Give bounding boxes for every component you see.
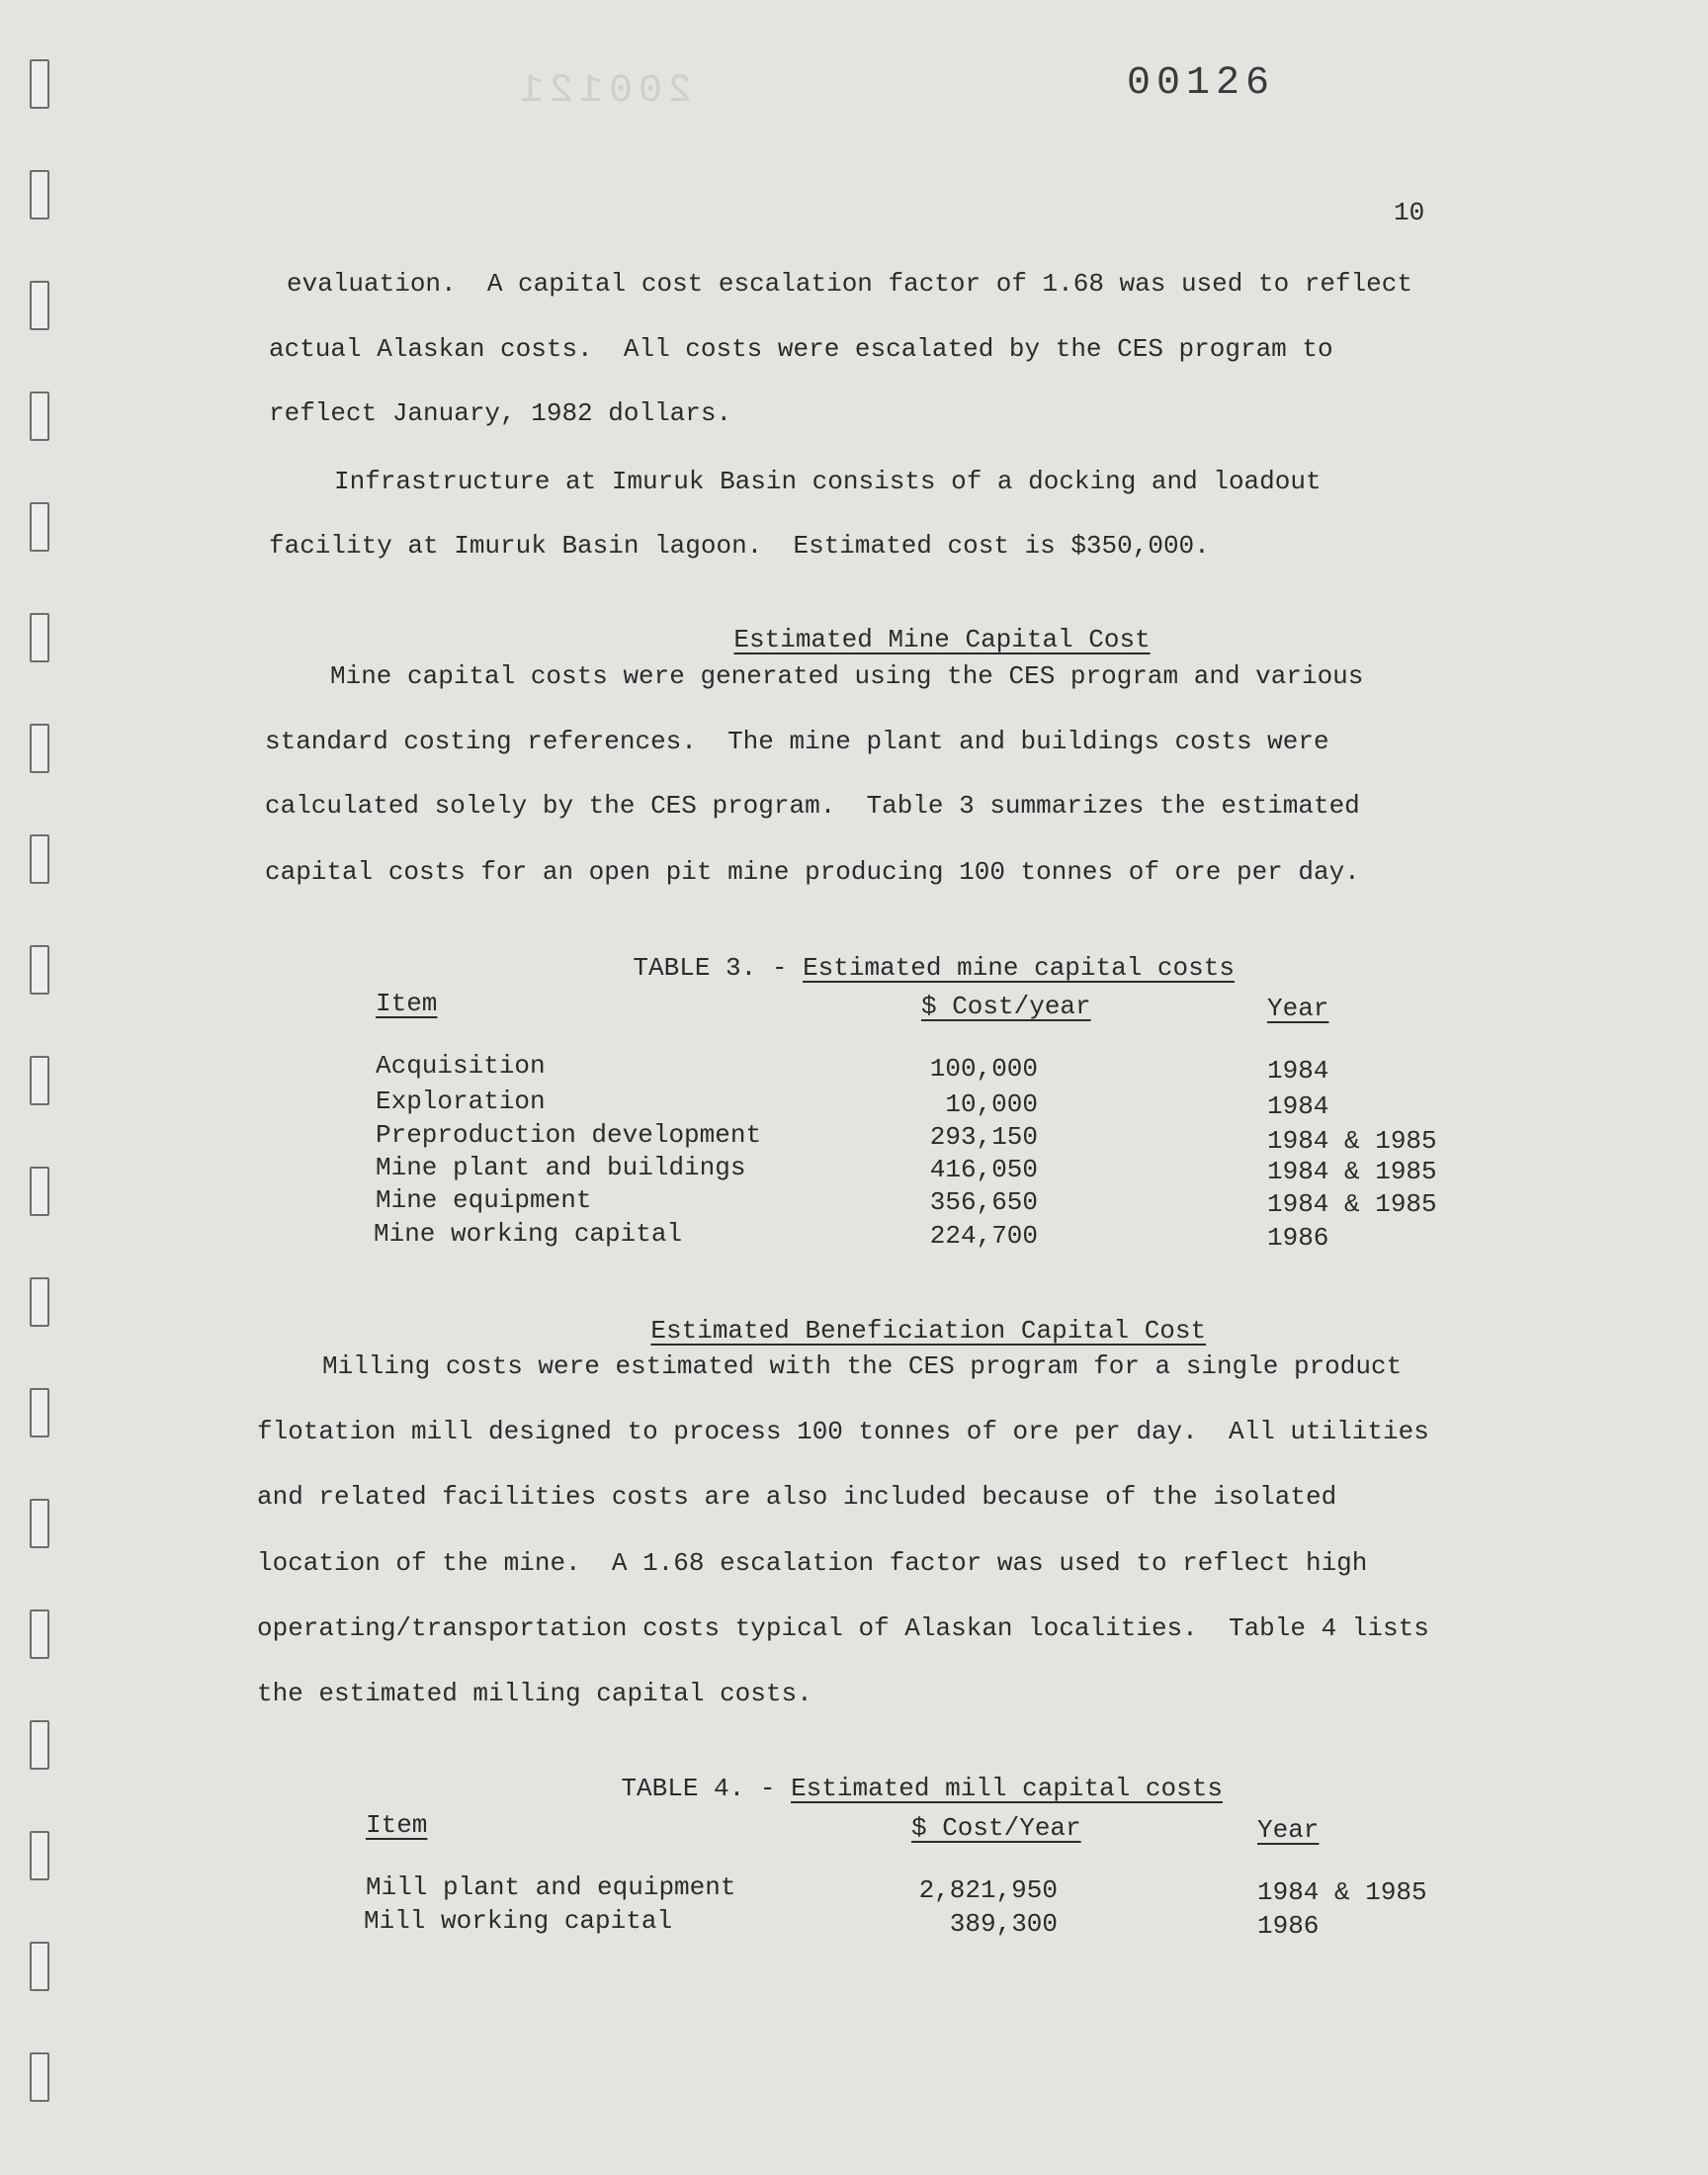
paragraph-line: location of the mine. A 1.68 escalation factor was used to reflect high xyxy=(257,1548,1368,1578)
table-3-title: Estimated mine capital costs xyxy=(803,953,1235,983)
table-cell-year: 1984 xyxy=(1267,1056,1329,1086)
table-cell-cost: 293,150 xyxy=(929,1122,1038,1152)
table-4-label: TABLE 4. - xyxy=(621,1774,792,1803)
table-cell-cost: 389,300 xyxy=(949,1909,1058,1939)
binder-hole xyxy=(30,170,49,219)
paragraph-line: actual Alaskan costs. All costs were escalated by the CES program to xyxy=(269,334,1333,364)
binder-hole xyxy=(30,1831,49,1880)
table-4-header-year: Year xyxy=(1257,1815,1320,1845)
table-cell-item: Mill working capital xyxy=(364,1906,673,1936)
document-number: 00126 xyxy=(1127,61,1276,106)
table-cell-year: 1984 xyxy=(1267,1091,1329,1121)
binder-hole xyxy=(30,1610,49,1659)
table-cell-cost: 2,821,950 xyxy=(918,1875,1058,1905)
paragraph-line: calculated solely by the CES program. Table 3 summarizes the estimated xyxy=(265,791,1360,821)
paragraph-line: the estimated milling capital costs. xyxy=(257,1679,812,1708)
table-cell-item: Acquisition xyxy=(376,1051,546,1081)
binder-hole xyxy=(30,945,49,995)
table-3-header-cost: $ Cost/year xyxy=(921,992,1091,1021)
binder-hole xyxy=(30,1388,49,1437)
table-cell-item: Exploration xyxy=(376,1087,546,1116)
table-4-header-item: Item xyxy=(366,1810,428,1840)
table-cell-year: 1986 xyxy=(1267,1223,1329,1253)
paragraph-line: Infrastructure at Imuruk Basin consists of a docking and loadout xyxy=(334,467,1322,496)
table-3-label: TABLE 3. - xyxy=(633,953,804,983)
table-cell-year: 1984 & 1985 xyxy=(1267,1126,1437,1156)
table-cell-item: Preproduction development xyxy=(376,1120,762,1150)
paragraph-line: evaluation. A capital cost escalation factor of 1.68 was used to reflect xyxy=(287,269,1412,299)
paragraph-line: and related facilities costs are also included because of the isolated xyxy=(257,1482,1337,1512)
binder-hole xyxy=(30,281,49,330)
binder-hole xyxy=(30,834,49,884)
paragraph-line: facility at Imuruk Basin lagoon. Estimated cost is $350,000. xyxy=(269,531,1210,561)
table-cell-cost: 224,700 xyxy=(929,1221,1038,1251)
paragraph-line: flotation mill designed to process 100 tonnes of ore per day. All utilities xyxy=(257,1417,1429,1446)
table-4-caption xyxy=(559,1744,1223,1833)
paragraph-line: standard costing references. The mine plant and buildings costs were xyxy=(265,727,1329,756)
table-cell-item: Mine plant and buildings xyxy=(376,1153,746,1182)
binder-hole xyxy=(30,2052,49,2102)
binder-hole xyxy=(30,1942,49,1991)
table-cell-year: 1986 xyxy=(1257,1911,1320,1941)
binder-hole xyxy=(30,1277,49,1327)
binder-hole xyxy=(30,59,49,109)
paragraph-line: operating/transportation costs typical of Alaskan localities. Table 4 lists xyxy=(257,1613,1429,1643)
table-cell-year: 1984 & 1985 xyxy=(1267,1157,1437,1186)
binder-hole xyxy=(30,613,49,662)
table-cell-cost: 100,000 xyxy=(929,1054,1038,1084)
binder-hole xyxy=(30,1056,49,1105)
heading-text: Estimated Beneficiation Capital Cost xyxy=(650,1316,1207,1346)
paragraph-line: capital costs for an open pit mine producing 100 tonnes of ore per day. xyxy=(265,857,1360,887)
page-number: 10 xyxy=(1394,198,1425,227)
bleed-through-number: 200121 xyxy=(514,69,693,114)
table-cell-cost: 356,650 xyxy=(929,1187,1038,1217)
table-cell-cost: 10,000 xyxy=(945,1089,1038,1119)
binder-hole xyxy=(30,1499,49,1548)
binder-hole xyxy=(30,724,49,773)
paragraph-line: Mine capital costs were generated using the CES program and various xyxy=(330,661,1364,691)
table-cell-item: Mill plant and equipment xyxy=(366,1872,736,1902)
paragraph-line: reflect January, 1982 dollars. xyxy=(269,398,732,428)
binder-hole xyxy=(30,502,49,552)
table-3-header-year: Year xyxy=(1267,994,1329,1023)
table-4-title: Estimated mill capital costs xyxy=(791,1774,1223,1803)
table-4-header-cost: $ Cost/Year xyxy=(911,1813,1081,1843)
table-cell-cost: 416,050 xyxy=(929,1155,1038,1184)
paragraph-line: Milling costs were estimated with the CES program for a single product xyxy=(322,1351,1403,1381)
binder-hole xyxy=(30,392,49,441)
binder-hole xyxy=(30,1720,49,1770)
heading-text: Estimated Mine Capital Cost xyxy=(733,625,1151,654)
binder-hole xyxy=(30,1167,49,1216)
table-cell-year: 1984 & 1985 xyxy=(1267,1189,1437,1219)
table-cell-item: Mine working capital xyxy=(374,1219,683,1249)
table-3-caption xyxy=(571,923,1235,1012)
table-cell-year: 1984 & 1985 xyxy=(1257,1877,1427,1907)
binder-holes xyxy=(30,59,55,2116)
table-3-header-item: Item xyxy=(376,989,438,1018)
table-cell-item: Mine equipment xyxy=(376,1185,592,1215)
